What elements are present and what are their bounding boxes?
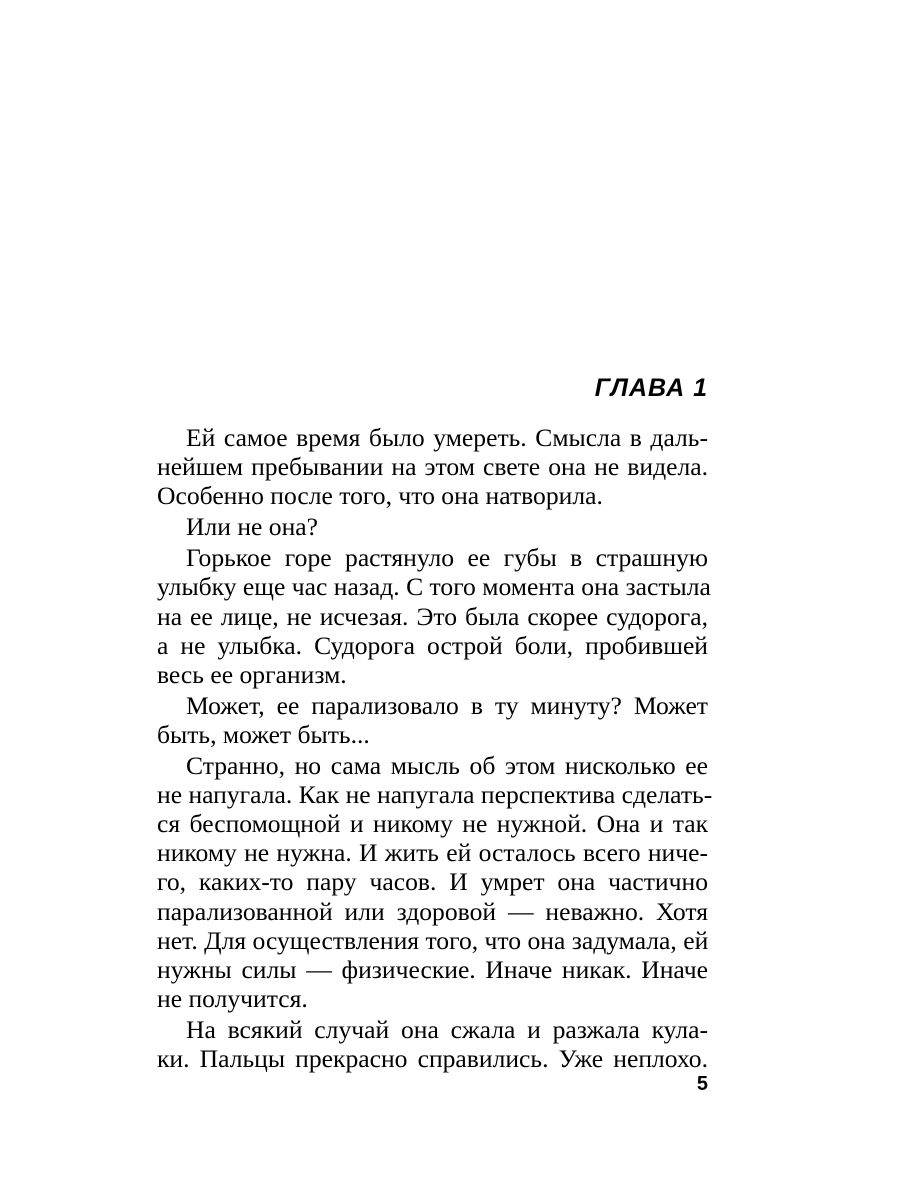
text-line: ся беспомощной и никому не нужной. Она и так bbox=[157, 809, 708, 839]
text-line: нейшем пребывании на этом свете она не видела. bbox=[157, 452, 708, 482]
text-line: весь ее организм. bbox=[157, 659, 347, 689]
text-line: нужны силы — физические. Иначе никак. Иначе bbox=[157, 954, 708, 984]
text-line: улыбку еще час назад. С того момента она застыла bbox=[157, 572, 711, 602]
paragraph bbox=[157, 423, 708, 510]
paragraph bbox=[157, 1015, 708, 1073]
text-line: На всякий случай она сжала и разжала кула- bbox=[186, 1014, 708, 1044]
text-line: ки. Пальцы прекрасно справились. Уже неплохо. bbox=[157, 1043, 708, 1073]
text-line: парализованной или здоровой — неважно. Хотя bbox=[157, 896, 708, 926]
paragraph bbox=[157, 512, 708, 541]
text-line: го, каких-то пару часов. И умрет она частично bbox=[157, 867, 708, 897]
paragraph bbox=[157, 543, 711, 689]
text-line: Или не она? bbox=[186, 512, 319, 542]
text-line: не напугала. Как не напугала перспектива сделать- bbox=[157, 780, 713, 810]
text-line: никому не нужна. И жить ей осталось всего ниче- bbox=[157, 838, 708, 868]
text-line: Особенно после того, что она натворила. bbox=[157, 481, 603, 511]
text-line: Странно, но сама мысль об этом нисколько ее bbox=[186, 751, 708, 781]
paragraph bbox=[157, 751, 713, 1013]
paragraph bbox=[157, 691, 708, 749]
text-line: нет. Для осуществления того, что она задумала, ей bbox=[157, 925, 709, 955]
chapter-body bbox=[157, 423, 713, 1073]
text-line: быть, может быть... bbox=[157, 719, 370, 749]
text-line: а не улыбка. Судорога острой боли, пробившей bbox=[157, 630, 708, 660]
text-line: Горькое горе растянуло ее губы в страшную bbox=[186, 543, 708, 573]
text-line: на ее лице, не исчезая. Это была скорее судорога, bbox=[157, 601, 708, 631]
page-number: 5 bbox=[696, 1073, 708, 1095]
text-line: Ей самое время было умереть. Смысла в даль- bbox=[186, 423, 708, 452]
text-line: Может, ее парализовало в ту минуту? Может bbox=[186, 690, 708, 720]
chapter-heading: ГЛАВА 1 bbox=[594, 374, 708, 402]
text-line: не получится. bbox=[157, 983, 308, 1013]
